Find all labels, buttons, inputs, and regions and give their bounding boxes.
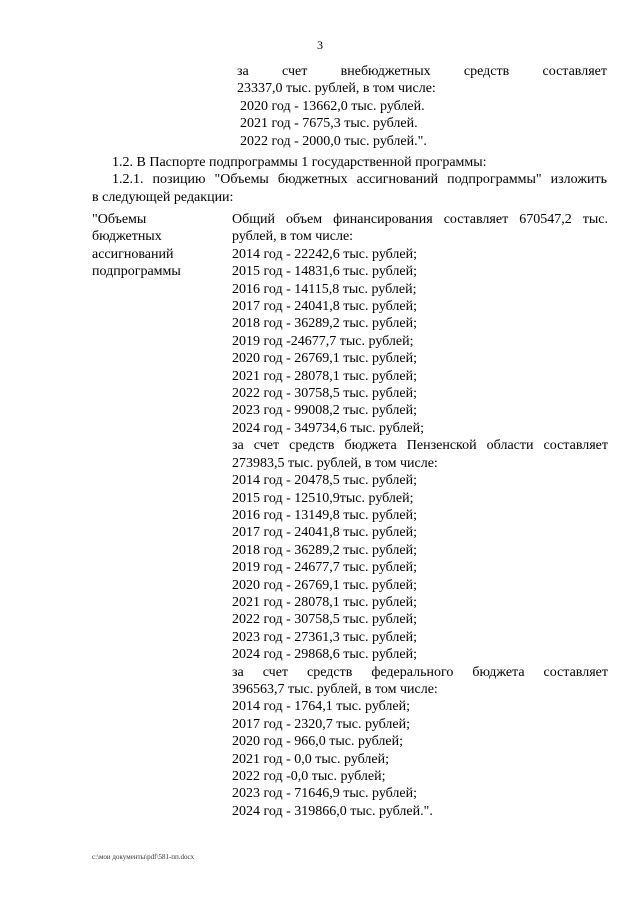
top-line: 2020 год - 13662,0 тыс. рублей. xyxy=(240,98,425,114)
item-text-line-1: 1.2.1. позицию "Объемы бюджетных ассигнований подпрограммы" изложить xyxy=(112,172,607,188)
content-line: 2015 год - 12510,9тыс. рублей; xyxy=(232,490,414,506)
content-line: 2018 год - 36289,2 тыс. рублей; xyxy=(232,316,418,332)
table-label-cell xyxy=(92,211,232,281)
top-line: 2022 год - 2000,0 тыс. рублей.". xyxy=(240,133,427,149)
item-text-line-2: в следующей редакции: xyxy=(92,189,234,205)
content-line: 2017 год - 24041,8 тыс. рублей; xyxy=(232,525,418,541)
content-line: 2017 год - 24041,8 тыс. рублей; xyxy=(232,299,418,315)
label-line: подпрограммы xyxy=(92,264,181,280)
content-line: 2014 год - 22242,6 тыс. рублей; xyxy=(232,246,418,262)
file-path-footer: c:\мои документы\pdf\581-пп.docx xyxy=(92,853,195,861)
content-line: 2021 год - 28078,1 тыс. рублей; xyxy=(232,594,418,610)
content-line: 2014 год - 1764,1 тыс. рублей; xyxy=(232,699,411,715)
content-line: 2019 год - 24677,7 тыс. рублей; xyxy=(232,560,418,576)
content-line: 2024 год - 349734,6 тыс. рублей; xyxy=(232,420,425,436)
content-line: рублей, в том числе: xyxy=(232,229,354,245)
content-line: 2022 год -0,0 тыс. рублей; xyxy=(232,769,386,784)
content-line: 2017 год - 2320,7 тыс. рублей; xyxy=(232,716,411,732)
content-line: 2023 год - 99008,2 тыс. рублей; xyxy=(232,403,418,419)
label-line: ассигнований xyxy=(92,246,174,262)
content-line: 2020 год - 26769,1 тыс. рублей; xyxy=(232,577,418,593)
content-line: 2024 год - 29868,6 тыс. рублей; xyxy=(232,647,418,663)
content-line: 2014 год - 20478,5 тыс. рублей; xyxy=(232,473,418,489)
content-line: 2016 год - 13149,8 тыс. рублей; xyxy=(232,507,418,523)
content-line: 2023 год - 71646,9 тыс. рублей; xyxy=(232,786,418,802)
content-line: 2021 год - 28078,1 тыс. рублей; xyxy=(232,368,418,384)
content-line: 2021 год - 0,0 тыс. рублей; xyxy=(232,751,390,767)
content-line: 2018 год - 36289,2 тыс. рублей; xyxy=(232,542,418,558)
top-text-block xyxy=(237,63,607,150)
content-line: 2020 год - 26769,1 тыс. рублей; xyxy=(232,351,418,367)
content-line: 2022 год - 30758,5 тыс. рублей; xyxy=(232,386,418,402)
content-line: 2024 год - 319866,0 тыс. рублей.". xyxy=(232,803,433,819)
content-line: за счет средств бюджета Пензенской области составляет xyxy=(232,438,608,454)
section-heading: 1.2. В Паспорте подпрограммы 1 государственной программы: xyxy=(112,155,487,170)
content-line: 2022 год - 30758,5 тыс. рублей; xyxy=(232,612,418,628)
content-line: 2016 год - 14115,8 тыс. рублей; xyxy=(232,281,417,297)
content-line: 273983,5 тыс. рублей, в том числе: xyxy=(232,455,438,471)
top-line: 2021 год - 7675,3 тыс. рублей. xyxy=(240,116,418,132)
content-line: за счет средств федерального бюджета составляет xyxy=(232,664,608,680)
table-content-cell xyxy=(232,211,608,820)
label-line: бюджетных xyxy=(92,229,162,245)
page-number: 3 xyxy=(317,38,323,52)
content-line: 2015 год - 14831,6 тыс. рублей; xyxy=(232,264,418,280)
top-line: за счет внебюджетных средств составляет xyxy=(237,64,607,79)
content-line: 2019 год -24677,7 тыс. рублей; xyxy=(232,333,414,349)
content-line: Общий объем финансирования составляет 670547,2 тыс. xyxy=(232,212,608,227)
top-line: 23337,0 тыс. рублей, в том числе: xyxy=(237,81,436,97)
label-line: "Объемы xyxy=(92,212,147,227)
amendment-intro xyxy=(92,154,607,206)
content-line: 2020 год - 966,0 тыс. рублей; xyxy=(232,734,404,750)
content-line: 396563,7 тыс. рублей, в том числе: xyxy=(232,681,438,697)
content-line: 2023 год - 27361,3 тыс. рублей; xyxy=(232,629,418,645)
